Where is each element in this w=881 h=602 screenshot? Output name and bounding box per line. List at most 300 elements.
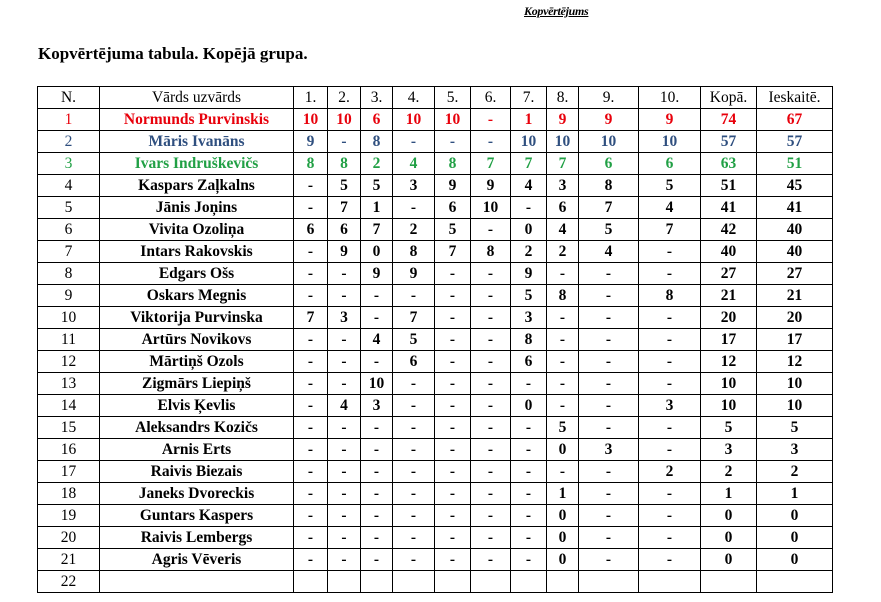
score-cell bbox=[579, 571, 639, 593]
rank-cell: 2 bbox=[38, 131, 100, 153]
score-cell: 4 bbox=[361, 329, 393, 351]
score-cell: 7 bbox=[471, 153, 511, 175]
score-cell: 6 bbox=[547, 197, 579, 219]
score-cell: - bbox=[511, 527, 547, 549]
score-cell: - bbox=[511, 505, 547, 527]
score-cell: 8 bbox=[511, 329, 547, 351]
score-cell: 6 bbox=[393, 351, 435, 373]
score-cell: - bbox=[435, 329, 471, 351]
name-cell: Elvis Ķevlis bbox=[100, 395, 294, 417]
score-cell: 7 bbox=[393, 307, 435, 329]
score-cell: 6 bbox=[511, 351, 547, 373]
table-title: Kopvērtējuma tabula. Kopējā grupa. bbox=[38, 44, 308, 63]
table-row bbox=[38, 461, 833, 483]
header-col-stage-10: 10. bbox=[639, 87, 701, 109]
score-cell: - bbox=[639, 417, 701, 439]
score-cell: - bbox=[435, 263, 471, 285]
counted-cell: 0 bbox=[757, 549, 833, 571]
score-cell: - bbox=[294, 285, 328, 307]
rank-cell: 13 bbox=[38, 373, 100, 395]
score-cell: 8 bbox=[328, 153, 361, 175]
score-cell: 5 bbox=[361, 175, 393, 197]
rank-cell: 15 bbox=[38, 417, 100, 439]
document-heading: Kopvērtējums bbox=[524, 4, 589, 18]
score-cell: 2 bbox=[639, 461, 701, 483]
counted-cell: 45 bbox=[757, 175, 833, 197]
score-cell: - bbox=[393, 285, 435, 307]
score-cell: 10 bbox=[361, 373, 393, 395]
score-cell: - bbox=[511, 483, 547, 505]
score-cell: - bbox=[639, 307, 701, 329]
score-cell bbox=[393, 571, 435, 593]
score-cell: - bbox=[393, 549, 435, 571]
score-cell: - bbox=[471, 395, 511, 417]
total-cell: 0 bbox=[701, 527, 757, 549]
score-cell: - bbox=[393, 417, 435, 439]
score-cell: 6 bbox=[435, 197, 471, 219]
score-cell: - bbox=[294, 329, 328, 351]
score-cell: - bbox=[393, 373, 435, 395]
score-cell: - bbox=[294, 395, 328, 417]
score-cell: - bbox=[328, 549, 361, 571]
score-cell: - bbox=[471, 263, 511, 285]
score-cell: 8 bbox=[471, 241, 511, 263]
score-cell: 4 bbox=[547, 219, 579, 241]
score-cell: 6 bbox=[579, 153, 639, 175]
total-cell: 0 bbox=[701, 505, 757, 527]
score-cell: - bbox=[639, 483, 701, 505]
score-cell: - bbox=[579, 483, 639, 505]
counted-cell: 21 bbox=[757, 285, 833, 307]
score-cell: 4 bbox=[393, 153, 435, 175]
score-cell: 2 bbox=[393, 219, 435, 241]
counted-cell: 51 bbox=[757, 153, 833, 175]
total-cell: 57 bbox=[701, 131, 757, 153]
total-cell: 20 bbox=[701, 307, 757, 329]
total-cell: 63 bbox=[701, 153, 757, 175]
score-cell: 5 bbox=[393, 329, 435, 351]
score-cell: 2 bbox=[361, 153, 393, 175]
score-cell: - bbox=[361, 351, 393, 373]
score-cell: - bbox=[471, 285, 511, 307]
score-cell: - bbox=[328, 351, 361, 373]
counted-cell: 67 bbox=[757, 109, 833, 131]
score-cell bbox=[294, 571, 328, 593]
score-cell: - bbox=[471, 351, 511, 373]
score-cell: 3 bbox=[511, 307, 547, 329]
score-cell: 0 bbox=[547, 527, 579, 549]
rank-cell: 12 bbox=[38, 351, 100, 373]
score-cell: 7 bbox=[328, 197, 361, 219]
score-cell: - bbox=[579, 549, 639, 571]
header-col-stage-7: 7. bbox=[511, 87, 547, 109]
table-row bbox=[38, 329, 833, 351]
rank-cell: 10 bbox=[38, 307, 100, 329]
score-cell: - bbox=[547, 351, 579, 373]
score-cell: - bbox=[328, 131, 361, 153]
rank-cell: 21 bbox=[38, 549, 100, 571]
score-cell: - bbox=[579, 285, 639, 307]
total-cell: 10 bbox=[701, 373, 757, 395]
score-cell: - bbox=[471, 109, 511, 131]
score-cell: 10 bbox=[639, 131, 701, 153]
score-cell: - bbox=[294, 461, 328, 483]
score-cell: - bbox=[471, 307, 511, 329]
counted-cell: 27 bbox=[757, 263, 833, 285]
score-cell: - bbox=[294, 527, 328, 549]
total-cell: 0 bbox=[701, 549, 757, 571]
score-cell: 7 bbox=[547, 153, 579, 175]
score-cell: - bbox=[294, 175, 328, 197]
total-cell: 3 bbox=[701, 439, 757, 461]
score-cell: - bbox=[328, 329, 361, 351]
score-cell: - bbox=[579, 329, 639, 351]
table-row bbox=[38, 483, 833, 505]
score-cell: 10 bbox=[511, 131, 547, 153]
score-cell: 5 bbox=[435, 219, 471, 241]
table-row bbox=[38, 439, 833, 461]
score-cell: 7 bbox=[435, 241, 471, 263]
score-cell: 8 bbox=[294, 153, 328, 175]
score-cell: - bbox=[511, 373, 547, 395]
total-cell: 1 bbox=[701, 483, 757, 505]
score-cell: - bbox=[294, 351, 328, 373]
total-cell: 40 bbox=[701, 241, 757, 263]
rank-cell: 11 bbox=[38, 329, 100, 351]
score-cell: - bbox=[511, 549, 547, 571]
score-cell: 9 bbox=[639, 109, 701, 131]
score-cell bbox=[435, 571, 471, 593]
score-cell: - bbox=[579, 417, 639, 439]
score-cell: - bbox=[547, 373, 579, 395]
score-cell: - bbox=[579, 461, 639, 483]
score-cell: - bbox=[361, 285, 393, 307]
score-cell: - bbox=[639, 505, 701, 527]
counted-cell: 20 bbox=[757, 307, 833, 329]
table-row bbox=[38, 505, 833, 527]
score-cell: 10 bbox=[547, 131, 579, 153]
score-cell: - bbox=[471, 329, 511, 351]
table-row bbox=[38, 109, 833, 131]
name-cell: Jānis Joņins bbox=[100, 197, 294, 219]
score-cell: - bbox=[361, 417, 393, 439]
score-cell: 4 bbox=[579, 241, 639, 263]
score-cell: 5 bbox=[547, 417, 579, 439]
score-cell: 6 bbox=[294, 219, 328, 241]
header-col-number: N. bbox=[38, 87, 100, 109]
table-row bbox=[38, 549, 833, 571]
score-cell: - bbox=[435, 549, 471, 571]
name-cell: Māris Ivanāns bbox=[100, 131, 294, 153]
name-cell: Aleksandrs Kozičs bbox=[100, 417, 294, 439]
table-row bbox=[38, 571, 833, 593]
score-cell: - bbox=[294, 439, 328, 461]
score-cell: 8 bbox=[393, 241, 435, 263]
score-cell: - bbox=[471, 417, 511, 439]
score-cell: - bbox=[471, 483, 511, 505]
counted-cell: 12 bbox=[757, 351, 833, 373]
score-cell: 0 bbox=[361, 241, 393, 263]
score-cell: - bbox=[435, 131, 471, 153]
score-cell: - bbox=[294, 417, 328, 439]
results-table bbox=[37, 86, 833, 593]
score-cell: - bbox=[361, 549, 393, 571]
score-cell: - bbox=[435, 461, 471, 483]
score-cell: 1 bbox=[361, 197, 393, 219]
table-row bbox=[38, 197, 833, 219]
score-cell: 9 bbox=[547, 109, 579, 131]
score-cell: 4 bbox=[328, 395, 361, 417]
name-cell: Vivita Ozoliņa bbox=[100, 219, 294, 241]
name-cell: Kaspars Zaļkalns bbox=[100, 175, 294, 197]
table-row bbox=[38, 307, 833, 329]
score-cell: 2 bbox=[547, 241, 579, 263]
score-cell: - bbox=[361, 461, 393, 483]
name-cell: Guntars Kaspers bbox=[100, 505, 294, 527]
score-cell: 10 bbox=[393, 109, 435, 131]
rank-cell: 18 bbox=[38, 483, 100, 505]
score-cell: - bbox=[639, 351, 701, 373]
rank-cell: 1 bbox=[38, 109, 100, 131]
score-cell: 0 bbox=[547, 549, 579, 571]
table-row bbox=[38, 351, 833, 373]
score-cell: 10 bbox=[471, 197, 511, 219]
score-cell: 0 bbox=[511, 219, 547, 241]
score-cell: 7 bbox=[639, 219, 701, 241]
table-row bbox=[38, 373, 833, 395]
rank-cell: 9 bbox=[38, 285, 100, 307]
score-cell: - bbox=[328, 439, 361, 461]
header-col-stage-8: 8. bbox=[547, 87, 579, 109]
name-cell: Edgars Ošs bbox=[100, 263, 294, 285]
score-cell: - bbox=[294, 549, 328, 571]
score-cell: 10 bbox=[328, 109, 361, 131]
score-cell: 6 bbox=[361, 109, 393, 131]
score-cell: - bbox=[511, 417, 547, 439]
score-cell: - bbox=[328, 417, 361, 439]
total-cell: 42 bbox=[701, 219, 757, 241]
score-cell: - bbox=[294, 263, 328, 285]
score-cell: - bbox=[435, 439, 471, 461]
score-cell: 7 bbox=[294, 307, 328, 329]
score-cell: - bbox=[328, 285, 361, 307]
score-cell: - bbox=[393, 395, 435, 417]
score-cell: - bbox=[393, 483, 435, 505]
score-cell: 8 bbox=[639, 285, 701, 307]
score-cell bbox=[511, 571, 547, 593]
score-cell: - bbox=[328, 373, 361, 395]
score-cell: - bbox=[471, 461, 511, 483]
score-cell: 1 bbox=[547, 483, 579, 505]
score-cell: - bbox=[435, 527, 471, 549]
rank-cell: 14 bbox=[38, 395, 100, 417]
score-cell: - bbox=[435, 395, 471, 417]
total-cell: 10 bbox=[701, 395, 757, 417]
score-cell: 8 bbox=[547, 285, 579, 307]
score-cell: - bbox=[361, 527, 393, 549]
score-cell bbox=[547, 571, 579, 593]
table-row bbox=[38, 131, 833, 153]
score-cell: - bbox=[328, 461, 361, 483]
rank-cell: 19 bbox=[38, 505, 100, 527]
score-cell: 10 bbox=[579, 131, 639, 153]
name-cell: Arnis Erts bbox=[100, 439, 294, 461]
score-cell: - bbox=[579, 351, 639, 373]
header-col-stage-6: 6. bbox=[471, 87, 511, 109]
score-cell: 9 bbox=[361, 263, 393, 285]
score-cell: - bbox=[511, 461, 547, 483]
score-cell: - bbox=[294, 483, 328, 505]
header-col-name: Vārds uzvārds bbox=[100, 87, 294, 109]
score-cell: - bbox=[639, 439, 701, 461]
total-cell: 17 bbox=[701, 329, 757, 351]
name-cell: Viktorija Purvinska bbox=[100, 307, 294, 329]
score-cell: 5 bbox=[511, 285, 547, 307]
score-cell: 3 bbox=[393, 175, 435, 197]
score-cell: - bbox=[471, 219, 511, 241]
score-cell: - bbox=[393, 527, 435, 549]
score-cell: - bbox=[547, 307, 579, 329]
score-cell: - bbox=[639, 241, 701, 263]
score-cell: 9 bbox=[511, 263, 547, 285]
rank-cell: 5 bbox=[38, 197, 100, 219]
total-cell: 5 bbox=[701, 417, 757, 439]
score-cell: - bbox=[435, 351, 471, 373]
counted-cell bbox=[757, 571, 833, 593]
rank-cell: 16 bbox=[38, 439, 100, 461]
score-cell: - bbox=[361, 307, 393, 329]
score-cell: 3 bbox=[547, 175, 579, 197]
score-cell: 6 bbox=[328, 219, 361, 241]
score-cell: 7 bbox=[361, 219, 393, 241]
score-cell: 9 bbox=[471, 175, 511, 197]
score-cell: - bbox=[471, 505, 511, 527]
table-row bbox=[38, 153, 833, 175]
rank-cell: 17 bbox=[38, 461, 100, 483]
table-header-row bbox=[38, 87, 833, 109]
score-cell: - bbox=[294, 373, 328, 395]
score-cell: 5 bbox=[639, 175, 701, 197]
total-cell: 41 bbox=[701, 197, 757, 219]
total-cell: 51 bbox=[701, 175, 757, 197]
rank-cell: 8 bbox=[38, 263, 100, 285]
counted-cell: 2 bbox=[757, 461, 833, 483]
name-cell bbox=[100, 571, 294, 593]
score-cell: 0 bbox=[511, 395, 547, 417]
score-cell: - bbox=[435, 505, 471, 527]
counted-cell: 10 bbox=[757, 395, 833, 417]
score-cell: 2 bbox=[511, 241, 547, 263]
header-col-stage-2: 2. bbox=[328, 87, 361, 109]
score-cell: - bbox=[471, 131, 511, 153]
rank-cell: 7 bbox=[38, 241, 100, 263]
score-cell: 6 bbox=[639, 153, 701, 175]
score-cell: 3 bbox=[639, 395, 701, 417]
score-cell: - bbox=[361, 439, 393, 461]
total-cell bbox=[701, 571, 757, 593]
score-cell: - bbox=[435, 307, 471, 329]
score-cell: - bbox=[639, 527, 701, 549]
counted-cell: 57 bbox=[757, 131, 833, 153]
table-row bbox=[38, 285, 833, 307]
score-cell: 8 bbox=[435, 153, 471, 175]
counted-cell: 40 bbox=[757, 241, 833, 263]
score-cell: - bbox=[328, 505, 361, 527]
name-cell: Mārtiņš Ozols bbox=[100, 351, 294, 373]
table-row bbox=[38, 527, 833, 549]
table-row bbox=[38, 395, 833, 417]
rank-cell: 22 bbox=[38, 571, 100, 593]
table-row bbox=[38, 219, 833, 241]
score-cell: - bbox=[471, 527, 511, 549]
score-cell: - bbox=[393, 439, 435, 461]
score-cell: - bbox=[579, 307, 639, 329]
header-col-stage-9: 9. bbox=[579, 87, 639, 109]
name-cell: Agris Vēveris bbox=[100, 549, 294, 571]
header-col-stage-1: 1. bbox=[294, 87, 328, 109]
score-cell: - bbox=[639, 329, 701, 351]
header-col-stage-3: 3. bbox=[361, 87, 393, 109]
counted-cell: 40 bbox=[757, 219, 833, 241]
counted-cell: 5 bbox=[757, 417, 833, 439]
score-cell: 1 bbox=[511, 109, 547, 131]
score-cell: - bbox=[639, 373, 701, 395]
score-cell: - bbox=[393, 505, 435, 527]
score-cell: - bbox=[579, 263, 639, 285]
score-cell: 4 bbox=[639, 197, 701, 219]
rank-cell: 4 bbox=[38, 175, 100, 197]
score-cell: - bbox=[639, 549, 701, 571]
score-cell: - bbox=[393, 461, 435, 483]
name-cell: Janeks Dvoreckis bbox=[100, 483, 294, 505]
score-cell: 8 bbox=[361, 131, 393, 153]
score-cell: 7 bbox=[511, 153, 547, 175]
score-cell: - bbox=[579, 527, 639, 549]
score-cell: - bbox=[328, 527, 361, 549]
score-cell: - bbox=[511, 197, 547, 219]
total-cell: 27 bbox=[701, 263, 757, 285]
total-cell: 21 bbox=[701, 285, 757, 307]
score-cell: 7 bbox=[579, 197, 639, 219]
name-cell: Oskars Megnis bbox=[100, 285, 294, 307]
score-cell: 9 bbox=[435, 175, 471, 197]
score-cell: - bbox=[393, 197, 435, 219]
score-cell: - bbox=[579, 395, 639, 417]
table-row bbox=[38, 417, 833, 439]
rank-cell: 3 bbox=[38, 153, 100, 175]
counted-cell: 41 bbox=[757, 197, 833, 219]
table-row bbox=[38, 175, 833, 197]
name-cell: Normunds Purvinskis bbox=[100, 109, 294, 131]
score-cell: - bbox=[435, 417, 471, 439]
score-cell: - bbox=[294, 197, 328, 219]
score-cell: 9 bbox=[579, 109, 639, 131]
score-cell: - bbox=[361, 483, 393, 505]
score-cell: 3 bbox=[328, 307, 361, 329]
score-cell: - bbox=[361, 505, 393, 527]
score-cell: - bbox=[471, 373, 511, 395]
name-cell: Raivis Lembergs bbox=[100, 527, 294, 549]
total-cell: 74 bbox=[701, 109, 757, 131]
score-cell bbox=[639, 571, 701, 593]
score-cell: - bbox=[511, 439, 547, 461]
header-col-counted: Ieskaitē. bbox=[757, 87, 833, 109]
score-cell bbox=[471, 571, 511, 593]
score-cell: 9 bbox=[393, 263, 435, 285]
score-cell: - bbox=[435, 373, 471, 395]
score-cell: - bbox=[579, 505, 639, 527]
score-cell: - bbox=[294, 505, 328, 527]
